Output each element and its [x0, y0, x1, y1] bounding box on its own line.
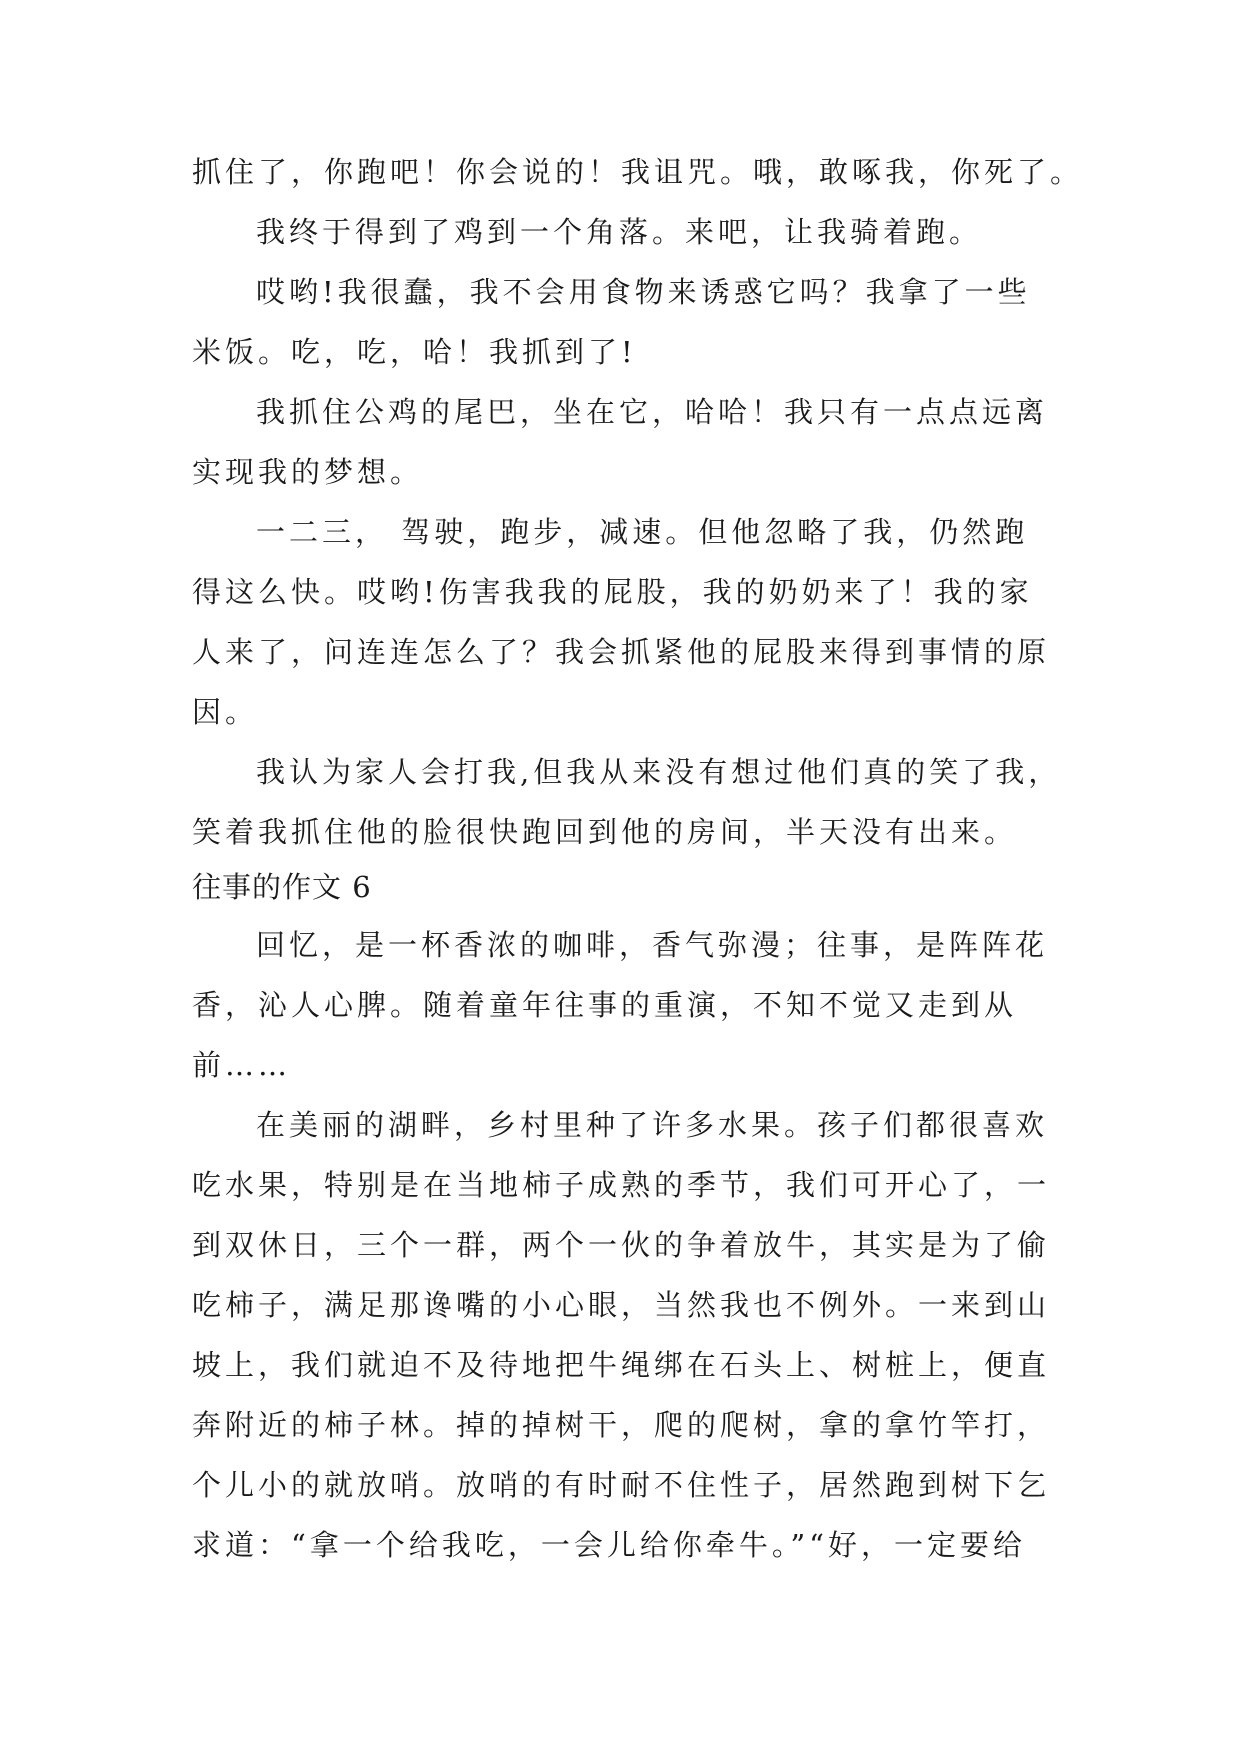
text-line: 因。 [192, 695, 259, 729]
text-line: 到双休日，三个一群，两个一伙的争着放牛，其实是为了偷 [192, 1228, 1051, 1262]
text-line: 坡上，我们就迫不及待地把牛绳绑在石头上、树桩上，便直 [192, 1348, 1051, 1382]
text-line: 人来了，问连连怎么了？我会抓紧他的屁股来得到事情的原 [192, 635, 1051, 669]
text-line: 米饭。吃，吃，哈！我抓到了! [192, 335, 637, 369]
text-line: 我终于得到了鸡到一个角落。来吧，让我骑着跑。 [256, 215, 983, 249]
text-line: 得这么快。哎哟!伤害我我的屁股，我的奶奶来了！我的家 [192, 575, 1033, 609]
text-line: 前…… [192, 1048, 292, 1082]
text-line: 我认为家人会打我,但我从来没有想过他们真的笑了我， [256, 755, 1062, 789]
text-line: 香，沁人心脾。随着童年往事的重演，不知不觉又走到从 [192, 988, 1018, 1022]
section-title: 往事的作文 6 [192, 870, 372, 904]
text-line: 奔附近的柿子林。掉的掉树干，爬的爬树，拿的拿竹竿打， [192, 1408, 1051, 1442]
text-line: 吃柿子，满足那谗嘴的小心眼，当然我也不例外。一来到山 [192, 1288, 1051, 1322]
text-line: 回忆，是一杯香浓的咖啡，香气弥漫；往事，是阵阵花 [256, 928, 1049, 962]
text-line: 个儿小的就放哨。放哨的有时耐不住性子，居然跑到树下乞 [192, 1468, 1051, 1502]
text-line: 我抓住公鸡的尾巴，坐在它，哈哈！我只有一点点远离 [256, 395, 1049, 429]
text-line: 一二三， 驾驶，跑步，减速。但他忽略了我，仍然跑 [256, 515, 1029, 549]
text-line: 在美丽的湖畔，乡村里种了许多水果。孩子们都很喜欢 [256, 1108, 1049, 1142]
text-line: 哎哟!我很蠢，我不会用食物来诱惑它吗？我拿了一些 [256, 275, 1031, 309]
text-line: 吃水果，特别是在当地柿子成熟的季节，我们可开心了，一 [192, 1168, 1051, 1202]
text-line: 笑着我抓住他的脸很快跑回到他的房间，半天没有出来。 [192, 815, 1018, 849]
text-line: 求道：“拿一个给我吃，一会儿给你牵牛。”“好，一定要给 [192, 1528, 1026, 1562]
text-line: 实现我的梦想。 [192, 455, 424, 489]
text-line: 抓住了，你跑吧！你会说的！我诅咒。哦，敢啄我，你死了。 [192, 155, 1084, 189]
